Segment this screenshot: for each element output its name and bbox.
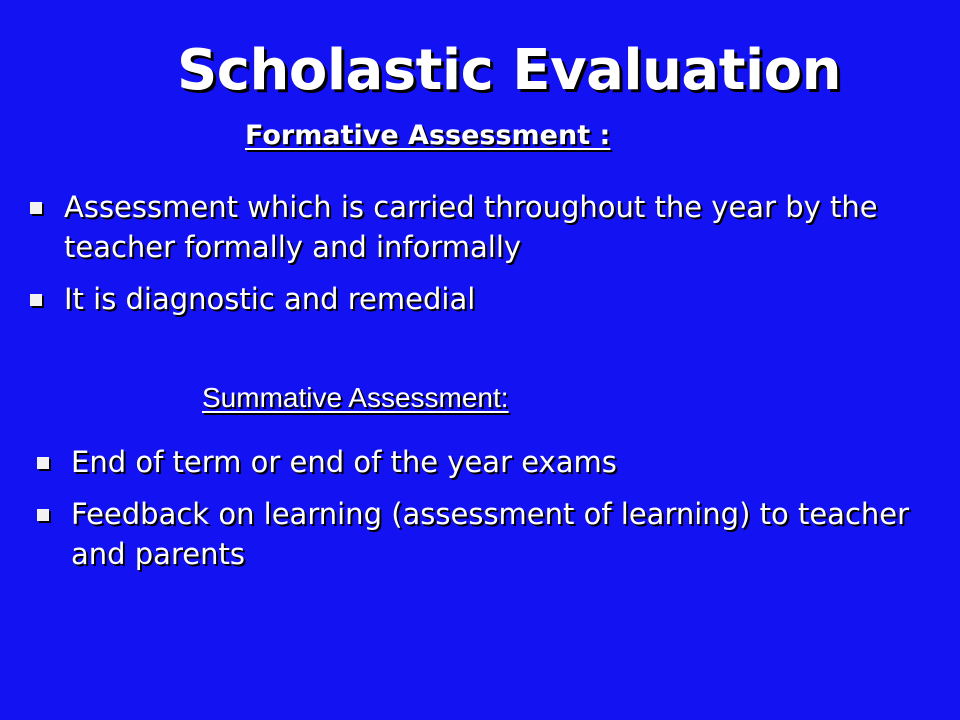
formative-bullet-list [30,187,940,331]
slide-title: Scholastic Evaluation [176,38,842,103]
list-item [37,494,937,574]
bullet-text: Assessment which is carried throughout the year by the teacher formally and informally [64,190,878,264]
square-bullet-icon [30,202,42,214]
list-item [30,187,940,267]
bullet-text: Feedback on learning (assessment of learning) to teacher and parents [71,497,910,571]
formative-heading: Formative Assessment : [245,120,611,151]
summative-heading: Summative Assessment: [202,382,509,413]
list-item [30,279,940,319]
bullet-text: It is diagnostic and remedial [64,282,476,316]
square-bullet-icon [37,457,49,469]
square-bullet-icon [37,509,49,521]
bullet-text: End of term or end of the year exams [71,445,617,479]
list-item [37,442,937,482]
summative-bullet-list [37,442,937,586]
square-bullet-icon [30,294,42,306]
